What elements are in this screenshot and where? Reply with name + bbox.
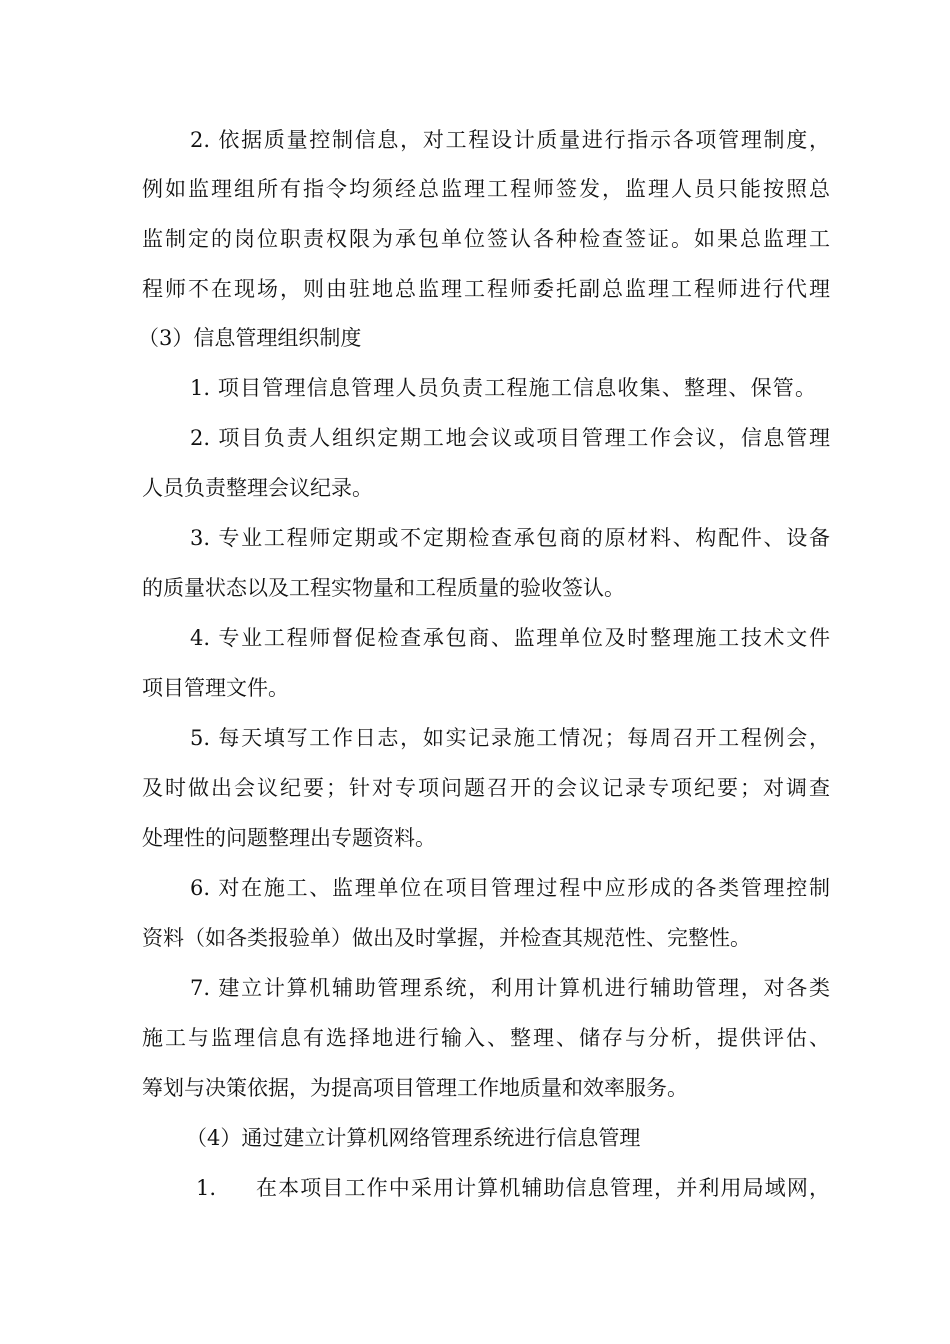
text-line: 3. 专业工程师定期或不定期检查承包商的原材料、构配件、设备 — [190, 526, 830, 550]
text-line: 的质量状态以及工程实物量和工程质量的验收签认。 — [142, 576, 625, 600]
text-line: 处理性的问题整理出专题资料。 — [142, 826, 436, 850]
text-line: 在本项目工作中采用计算机辅助信息管理，并利用局域网， — [256, 1176, 830, 1200]
text-line: 项目管理文件。 — [142, 676, 289, 700]
text-line: 7. 建立计算机辅助管理系统，利用计算机进行辅助管理，对各类 — [190, 976, 830, 1000]
text-line: 2. 项目负责人组织定期工地会议或项目管理工作会议，信息管理 — [190, 426, 830, 450]
text-line: 资料（如各类报验单）做出及时掌握，并检查其规范性、完整性。 — [142, 926, 751, 950]
text-line: 人员负责整理会议纪录。 — [142, 476, 373, 500]
text-line: 例如监理组所有指令均须经总监理工程师签发，监理人员只能按照总 — [142, 177, 830, 201]
text-line: 5. 每天填写工作日志，如实记录施工情况；每周召开工程例会， — [190, 726, 830, 750]
text-line: 程师不在现场，则由驻地总监理工程师委托副总监理工程师进行代理 — [142, 277, 830, 301]
text-line: 及时做出会议纪要；针对专项问题召开的会议记录专项纪要；对调查 — [142, 776, 830, 800]
text-line: 施工与监理信息有选择地进行输入、整理、储存与分析，提供评估、 — [142, 1026, 830, 1050]
text-line: 4. 专业工程师督促检查承包商、监理单位及时整理施工技术文件 — [190, 626, 830, 650]
text-line: 监制定的岗位职责权限为承包单位签认各种检查签证。如果总监理工 — [142, 227, 830, 251]
text-line: 筹划与决策依据，为提高项目管理工作地质量和效率服务。 — [142, 1076, 688, 1100]
text-line: 1. 项目管理信息管理人员负责工程施工信息收集、整理、保管。 — [190, 376, 816, 400]
text-line: 6. 对在施工、监理单位在项目管理过程中应形成的各类管理控制 — [190, 876, 830, 900]
text-line: 2. 依据质量控制信息，对工程设计质量进行指示各项管理制度， — [190, 128, 830, 152]
list-number: 1. — [196, 1176, 217, 1200]
section-heading: （4）通过建立计算机网络管理系统进行信息管理 — [186, 1126, 641, 1150]
section-heading: （3）信息管理组织制度 — [138, 326, 362, 350]
